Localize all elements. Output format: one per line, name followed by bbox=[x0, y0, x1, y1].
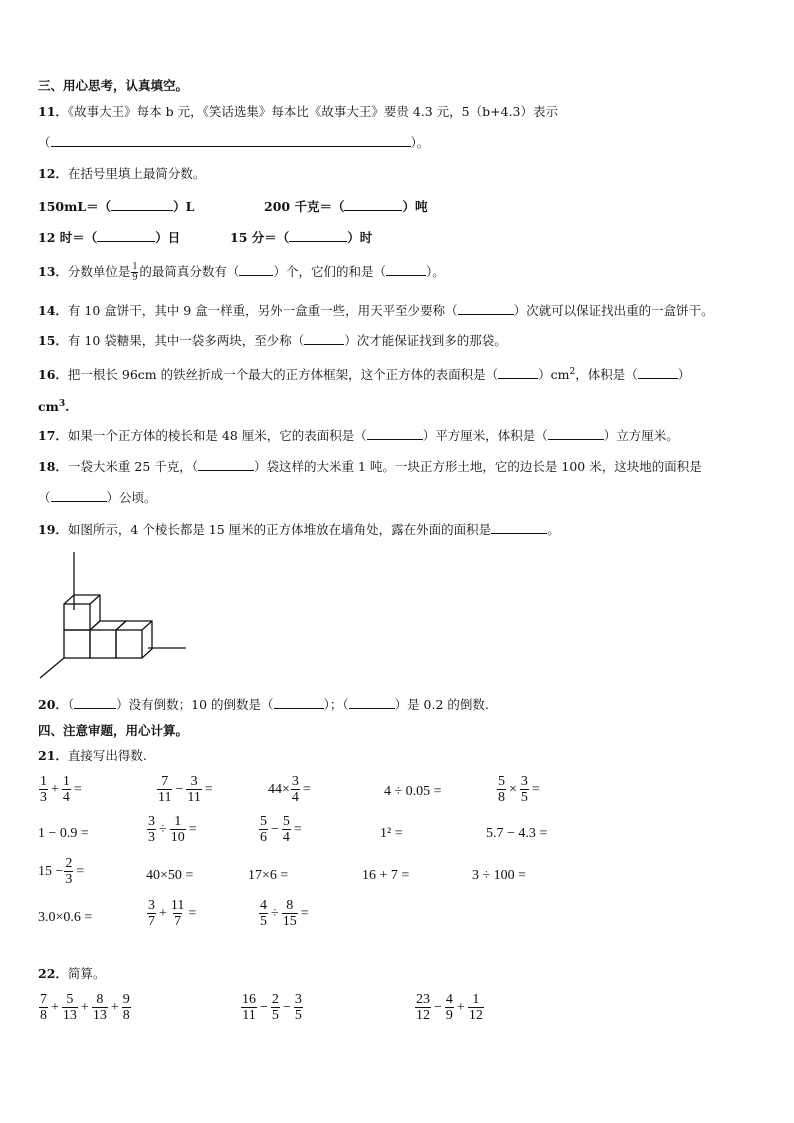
operator: + bbox=[51, 781, 59, 797]
question-11 bbox=[38, 104, 558, 120]
question-16 bbox=[38, 364, 690, 383]
expression-text: 17×6 = bbox=[248, 868, 289, 883]
question-text: 《故事大王》每本 b 元，《笑话选集》每本比《故事大王》要贵 4.3 元，5（b+4.3）表示 bbox=[67, 104, 558, 119]
fraction bbox=[147, 814, 156, 845]
numerator: 3 bbox=[291, 774, 299, 789]
fraction bbox=[282, 814, 291, 845]
item-label: 15 分＝（ bbox=[230, 230, 290, 245]
denominator: 9 bbox=[445, 1008, 453, 1023]
denominator: 13 bbox=[62, 1008, 77, 1023]
question-16-continuation bbox=[38, 396, 69, 415]
text-segment: （ bbox=[67, 697, 75, 712]
answer-blank[interactable] bbox=[111, 198, 173, 211]
calc-item bbox=[362, 868, 409, 884]
calc-item bbox=[258, 814, 304, 845]
fraction bbox=[39, 774, 48, 805]
answer-blank[interactable] bbox=[274, 696, 324, 709]
denominator: 8 bbox=[40, 1008, 47, 1023]
question-number: 17． bbox=[38, 428, 68, 443]
answer-blank[interactable] bbox=[367, 427, 423, 440]
denominator: 3 bbox=[148, 830, 155, 845]
fraction bbox=[415, 992, 431, 1023]
text-segment: 如图所示，4 个棱长都是 15 厘米的正方体堆放在墙角处，露在外面的面积是 bbox=[67, 522, 492, 537]
denominator: 6 bbox=[260, 830, 267, 845]
answer-blank[interactable] bbox=[344, 198, 402, 211]
expression-text: 15 − bbox=[38, 863, 64, 879]
operator: ÷ bbox=[271, 905, 279, 921]
question-20 bbox=[38, 696, 489, 713]
fraction bbox=[62, 774, 71, 805]
answer-blank[interactable] bbox=[198, 458, 254, 471]
question-number: 19． bbox=[38, 522, 68, 537]
denominator: 5 bbox=[294, 1008, 302, 1023]
operator: − bbox=[175, 781, 184, 797]
question-13 bbox=[38, 262, 445, 283]
denominator: 11 bbox=[242, 1008, 256, 1023]
cube-top bbox=[64, 604, 90, 630]
floor-diagonal-line bbox=[40, 658, 64, 678]
fraction bbox=[39, 992, 48, 1023]
numerator: 7 bbox=[40, 992, 47, 1007]
operator: + bbox=[159, 905, 167, 921]
answer-blank[interactable] bbox=[304, 332, 344, 345]
answer-blank[interactable] bbox=[349, 696, 395, 709]
calc-item bbox=[38, 856, 86, 887]
question-22 bbox=[38, 966, 105, 982]
expression-text: 3.0×0.6 = bbox=[38, 910, 93, 925]
simplify-item bbox=[240, 992, 304, 1023]
text-segment: 有 10 盒饼干，其中 9 盒一样重，另外一盒重一些，用天平至少要称（ bbox=[67, 303, 458, 318]
fraction bbox=[62, 992, 78, 1023]
question-12-item-a bbox=[38, 198, 194, 215]
denominator: 5 bbox=[271, 1008, 279, 1023]
question-number: 11． bbox=[38, 104, 68, 119]
numerator: 2 bbox=[65, 856, 73, 871]
denominator: 4 bbox=[282, 830, 290, 845]
numerator: 5 bbox=[66, 992, 74, 1007]
cube-bottom-left bbox=[64, 630, 90, 658]
numerator: 5 bbox=[260, 814, 267, 829]
text-segment: ）；（ bbox=[323, 697, 349, 712]
cubes-in-corner-figure bbox=[38, 548, 198, 680]
question-number: 13． bbox=[38, 264, 68, 279]
calc-item bbox=[146, 868, 193, 884]
open-paren: （ bbox=[38, 135, 51, 150]
expression-text: 40×50 = bbox=[146, 868, 194, 883]
fraction bbox=[122, 992, 131, 1023]
item-unit: ）L bbox=[173, 199, 195, 214]
answer-blank[interactable] bbox=[51, 489, 107, 502]
text-segment: . bbox=[65, 399, 70, 415]
operator: = bbox=[188, 905, 197, 921]
fraction bbox=[282, 898, 298, 929]
cube-edge bbox=[90, 595, 100, 604]
calc-item bbox=[146, 898, 198, 929]
item-unit: ）吨 bbox=[402, 199, 428, 214]
operator: = bbox=[300, 905, 309, 921]
calc-item bbox=[38, 910, 92, 926]
fraction bbox=[157, 774, 172, 805]
text-segment: 如果一个正方体的棱长和是 48 厘米，它的表面积是（ bbox=[67, 428, 367, 443]
numerator: 23 bbox=[416, 992, 430, 1007]
text-segment: ）平方厘米，体积是（ bbox=[422, 428, 548, 443]
text-segment: 。 bbox=[547, 522, 560, 537]
question-text: 在括号里填上最简分数。 bbox=[67, 166, 206, 181]
text-segment: ）立方厘米。 bbox=[603, 428, 679, 443]
text-segment: ）公顷。 bbox=[106, 490, 157, 505]
numerator: 3 bbox=[294, 992, 302, 1007]
denominator: 10 bbox=[170, 830, 185, 845]
operator: = bbox=[293, 821, 302, 837]
question-number: 14． bbox=[38, 303, 68, 318]
text-segment: 有 10 袋糖果，其中一袋多两块，至少称（ bbox=[67, 333, 305, 348]
operator: × bbox=[509, 781, 517, 797]
text-segment: ，体积是（ bbox=[575, 367, 638, 383]
item-label: 12 时＝（ bbox=[38, 230, 98, 245]
fraction bbox=[131, 262, 138, 283]
cube-bottom-right bbox=[116, 630, 142, 658]
fraction bbox=[64, 856, 73, 887]
close-paren: ）。 bbox=[410, 135, 430, 150]
item-label: 150mL＝（ bbox=[38, 199, 112, 214]
unit: cm bbox=[38, 399, 59, 415]
calc-item bbox=[380, 826, 403, 842]
fraction bbox=[170, 814, 186, 845]
denominator: 4 bbox=[291, 790, 299, 805]
fraction bbox=[294, 992, 303, 1023]
question-12 bbox=[38, 166, 205, 182]
question-number: 18． bbox=[38, 459, 68, 474]
superscript: 2 bbox=[569, 367, 576, 377]
numerator: 3 bbox=[520, 774, 528, 789]
fraction bbox=[186, 774, 201, 805]
denominator: 8 bbox=[498, 790, 505, 805]
expression-text: 3 ÷ 100 = bbox=[472, 868, 527, 883]
question-12-item-c bbox=[38, 229, 180, 246]
answer-blank[interactable] bbox=[289, 229, 347, 242]
question-number: 16． bbox=[38, 367, 68, 383]
numerator: 5 bbox=[282, 814, 290, 829]
text-segment: ）次就可以保证找出重的一盒饼干。 bbox=[513, 303, 714, 318]
item-unit: ）时 bbox=[347, 230, 373, 245]
text-segment: ）袋这样的大米重 1 吨。一块正方形土地，它的边长是 100 米，这块地的面积是 bbox=[254, 459, 702, 474]
denominator: 12 bbox=[468, 1008, 483, 1023]
numerator: 1 bbox=[40, 774, 47, 789]
fraction bbox=[259, 898, 268, 929]
question-number: 21． bbox=[38, 748, 68, 763]
numerator: 4 bbox=[260, 898, 267, 913]
denominator: 11 bbox=[158, 790, 172, 805]
answer-blank[interactable] bbox=[51, 134, 411, 147]
text-segment: ）。 bbox=[425, 264, 445, 279]
numerator: 9 bbox=[122, 992, 130, 1007]
numerator: 1 bbox=[472, 992, 480, 1007]
calc-item bbox=[38, 774, 84, 805]
expression-text: 5.7 − 4.3 = bbox=[486, 826, 548, 841]
text-segment: （ bbox=[38, 490, 51, 505]
answer-blank[interactable] bbox=[638, 366, 678, 379]
numerator: 3 bbox=[148, 898, 155, 913]
section-3-title: 三、用心思考，认真填空。 bbox=[38, 78, 189, 93]
denominator: 7 bbox=[174, 914, 182, 929]
text-segment: ）个，它们的和是（ bbox=[273, 264, 386, 279]
text-segment: 的最简真分数有（ bbox=[139, 264, 240, 279]
text-segment: ）cm bbox=[538, 367, 570, 383]
denominator: 3 bbox=[40, 790, 47, 805]
numerator: 7 bbox=[161, 774, 169, 789]
fraction bbox=[468, 992, 484, 1023]
calc-item bbox=[496, 774, 542, 805]
fraction bbox=[520, 774, 529, 805]
question-number: 12． bbox=[38, 166, 68, 181]
operator: = bbox=[302, 781, 311, 797]
numerator: 1 bbox=[62, 774, 70, 789]
question-12-item-b bbox=[264, 198, 427, 215]
expression-text: 44× bbox=[268, 781, 290, 797]
question-number: 20． bbox=[38, 697, 68, 712]
cube-bottom-middle bbox=[90, 630, 116, 658]
expression-text: 1 − 0.9 = bbox=[38, 826, 89, 841]
operator: + bbox=[110, 999, 119, 1015]
answer-blank[interactable] bbox=[458, 302, 514, 315]
text-segment: ） bbox=[677, 367, 691, 383]
denominator: 4 bbox=[62, 790, 70, 805]
operator: = bbox=[73, 781, 82, 797]
question-17 bbox=[38, 427, 679, 444]
denominator: 12 bbox=[416, 1008, 430, 1023]
fraction bbox=[291, 774, 300, 805]
numerator: 8 bbox=[286, 898, 294, 913]
operator: = bbox=[204, 781, 213, 797]
calc-item bbox=[472, 868, 526, 884]
question-14 bbox=[38, 302, 714, 319]
question-11-answer-line bbox=[38, 134, 429, 151]
text-segment: ）没有倒数；10 的倒数是（ bbox=[116, 697, 274, 712]
question-21 bbox=[38, 748, 147, 764]
numerator: 11 bbox=[170, 898, 185, 913]
fraction bbox=[259, 814, 268, 845]
question-19 bbox=[38, 521, 560, 538]
expression-text: 4 ÷ 0.05 = bbox=[384, 784, 442, 799]
text-segment: ）是 0.2 的倒数. bbox=[394, 697, 489, 712]
text-segment: 把一根长 96cm 的铁丝折成一个最大的正方体框架，这个正方体的表面积是（ bbox=[67, 367, 499, 383]
cube-edge bbox=[142, 621, 152, 630]
denominator: 3 bbox=[65, 872, 73, 887]
item-label: 200 千克＝（ bbox=[264, 199, 345, 214]
text-segment: 分数单位是 bbox=[67, 264, 131, 279]
question-18-continuation bbox=[38, 489, 157, 506]
numerator: 4 bbox=[445, 992, 453, 1007]
operator: = bbox=[531, 781, 540, 797]
operator: = bbox=[188, 821, 197, 837]
calc-item bbox=[248, 868, 288, 884]
operator: + bbox=[80, 999, 89, 1015]
denominator: 8 bbox=[122, 1008, 130, 1023]
denominator: 11 bbox=[187, 790, 201, 805]
numerator: 5 bbox=[498, 774, 505, 789]
calc-item bbox=[258, 898, 311, 929]
denominator: 9 bbox=[132, 272, 138, 283]
question-text: 简算。 bbox=[67, 966, 106, 981]
question-number: 22． bbox=[38, 966, 68, 981]
operator: − bbox=[271, 821, 279, 837]
numerator: 1 bbox=[132, 261, 138, 272]
answer-blank[interactable] bbox=[491, 521, 547, 534]
answer-blank[interactable] bbox=[97, 229, 155, 242]
expression-text: 16 + 7 = bbox=[362, 868, 410, 883]
operator: ÷ bbox=[159, 821, 167, 837]
operator: − bbox=[260, 999, 268, 1015]
fraction bbox=[92, 992, 108, 1023]
text-segment: 一袋大米重 25 千克，（ bbox=[67, 459, 199, 474]
calc-item bbox=[38, 826, 89, 842]
question-number: 15． bbox=[38, 333, 68, 348]
fraction bbox=[241, 992, 257, 1023]
operator: − bbox=[434, 999, 442, 1015]
expression-text: 1² = bbox=[380, 826, 403, 841]
denominator: 7 bbox=[148, 914, 155, 929]
numerator: 3 bbox=[190, 774, 198, 789]
operator: − bbox=[282, 999, 291, 1015]
question-12-item-d bbox=[230, 229, 372, 246]
numerator: 1 bbox=[174, 814, 182, 829]
numerator: 3 bbox=[148, 814, 155, 829]
calc-item bbox=[156, 774, 215, 805]
calc-item bbox=[486, 826, 547, 842]
denominator: 5 bbox=[260, 914, 267, 929]
text-segment: ）次才能保证找到多的那袋。 bbox=[344, 333, 507, 348]
calc-item bbox=[268, 774, 313, 805]
operator: = bbox=[76, 863, 85, 879]
numerator: 8 bbox=[96, 992, 104, 1007]
superscript: 3 bbox=[58, 399, 66, 409]
answer-blank[interactable] bbox=[239, 263, 273, 276]
denominator: 15 bbox=[282, 914, 297, 929]
denominator: 5 bbox=[520, 790, 528, 805]
answer-blank[interactable] bbox=[74, 696, 116, 709]
denominator: 13 bbox=[92, 1008, 107, 1023]
numerator: 16 bbox=[242, 992, 256, 1007]
section-4-title: 四、注意审题，用心计算。 bbox=[38, 723, 189, 738]
fraction bbox=[445, 992, 454, 1023]
fraction bbox=[147, 898, 156, 929]
operator: + bbox=[51, 999, 59, 1015]
fraction bbox=[170, 898, 185, 929]
question-text: 直接写出得数. bbox=[67, 748, 147, 763]
calc-item bbox=[384, 784, 442, 800]
operator: + bbox=[456, 999, 465, 1015]
simplify-item bbox=[38, 992, 132, 1023]
simplify-item bbox=[414, 992, 485, 1023]
answer-blank[interactable] bbox=[498, 366, 538, 379]
fraction bbox=[497, 774, 506, 805]
item-unit: ）日 bbox=[155, 230, 181, 245]
calc-item bbox=[146, 814, 199, 845]
answer-blank[interactable] bbox=[548, 427, 604, 440]
question-15 bbox=[38, 332, 507, 349]
numerator: 2 bbox=[271, 992, 279, 1007]
answer-blank[interactable] bbox=[386, 263, 426, 276]
fraction bbox=[271, 992, 280, 1023]
question-18 bbox=[38, 458, 702, 475]
